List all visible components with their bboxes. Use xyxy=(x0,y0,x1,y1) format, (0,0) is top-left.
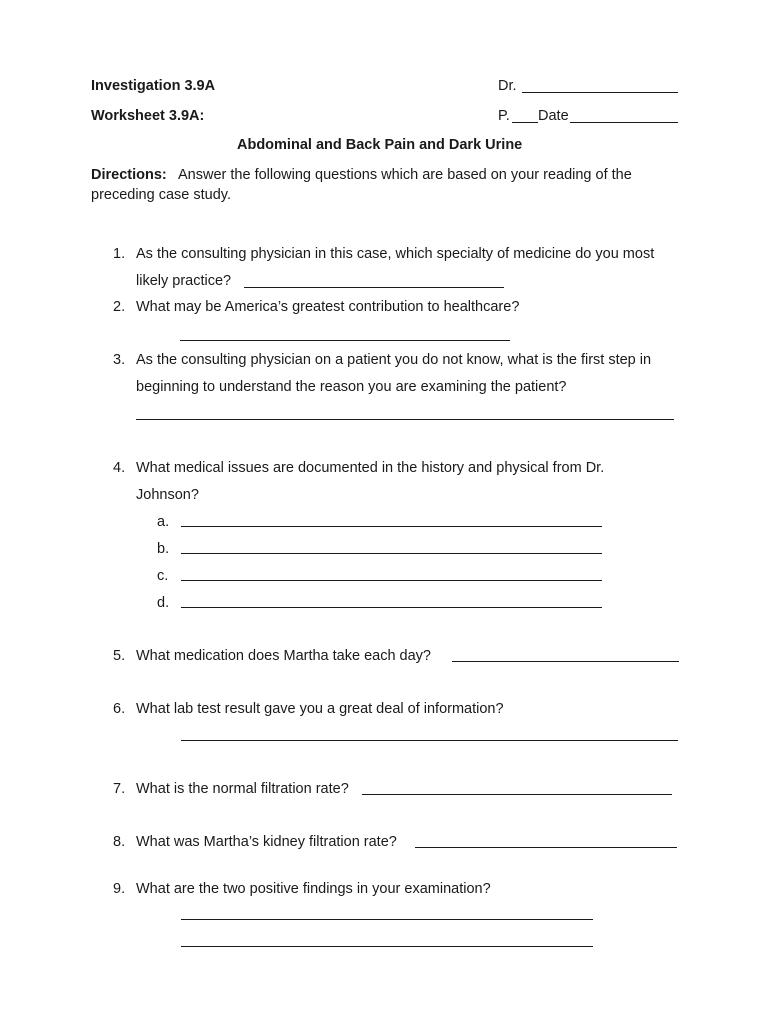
question-number: 3. xyxy=(113,352,126,368)
directions-label: Directions: xyxy=(91,167,167,183)
sub-item-d-label: d. xyxy=(157,595,170,611)
question-number: 4. xyxy=(113,460,126,476)
period-blank[interactable] xyxy=(512,122,538,123)
sub-item-c-label: c. xyxy=(157,568,169,584)
question-3-text-cont: beginning to understand the reason you are examining the patient? xyxy=(136,379,567,395)
question-2-text: What may be America’s greatest contribution to healthcare? xyxy=(136,299,520,315)
question-9-text: What are the two positive findings in your examination? xyxy=(136,881,491,897)
answer-3-blank[interactable] xyxy=(136,419,674,420)
question-3-text: As the consulting physician on a patient you do not know, what is the first step in xyxy=(136,352,652,368)
answer-4c-blank[interactable] xyxy=(181,580,602,581)
directions-text-line2: preceding case study. xyxy=(91,187,231,203)
date-label: Date xyxy=(538,108,569,124)
date-blank[interactable] xyxy=(570,122,678,123)
question-4-text-cont: Johnson? xyxy=(136,487,199,503)
answer-6-blank[interactable] xyxy=(181,740,678,741)
answer-5-blank[interactable] xyxy=(452,661,679,662)
question-5-text: What medication does Martha take each day? xyxy=(136,648,431,664)
doctor-name-blank[interactable] xyxy=(522,92,678,93)
question-number: 9. xyxy=(113,881,126,897)
answer-4d-blank[interactable] xyxy=(181,607,602,608)
directions-text-line1: Answer the following questions which are based on your reading of the xyxy=(178,167,632,183)
question-7-text: What is the normal filtration rate? xyxy=(136,781,349,797)
question-8-text: What was Martha’s kidney filtration rate? xyxy=(136,834,397,850)
investigation-label: Investigation 3.9A xyxy=(91,78,216,94)
answer-8-blank[interactable] xyxy=(415,847,677,848)
question-number: 6. xyxy=(113,701,126,717)
answer-2-blank[interactable] xyxy=(180,340,510,341)
question-1-text-cont: likely practice? xyxy=(136,273,232,289)
sub-item-b-label: b. xyxy=(157,541,170,557)
question-number: 1. xyxy=(113,246,126,262)
question-1-text: As the consulting physician in this case, which specialty of medicine do you most xyxy=(136,246,655,262)
worksheet-label: Worksheet 3.9A: xyxy=(91,108,205,124)
answer-4b-blank[interactable] xyxy=(181,553,602,554)
answer-1-blank[interactable] xyxy=(244,287,504,288)
question-number: 2. xyxy=(113,299,126,315)
answer-4a-blank[interactable] xyxy=(181,526,602,527)
question-6-text: What lab test result gave you a great deal of information? xyxy=(136,701,504,717)
answer-9-blank-1[interactable] xyxy=(181,919,593,920)
question-4-text: What medical issues are documented in the history and physical from Dr. xyxy=(136,460,605,476)
question-number: 7. xyxy=(113,781,126,797)
answer-9-blank-2[interactable] xyxy=(181,946,593,947)
answer-7-blank[interactable] xyxy=(362,794,672,795)
period-label: P. xyxy=(498,108,510,124)
sub-item-a-label: a. xyxy=(157,514,170,530)
doctor-label: Dr. xyxy=(498,78,517,94)
worksheet-title: Abdominal and Back Pain and Dark Urine xyxy=(237,137,523,153)
question-number: 8. xyxy=(113,834,126,850)
question-number: 5. xyxy=(113,648,126,664)
